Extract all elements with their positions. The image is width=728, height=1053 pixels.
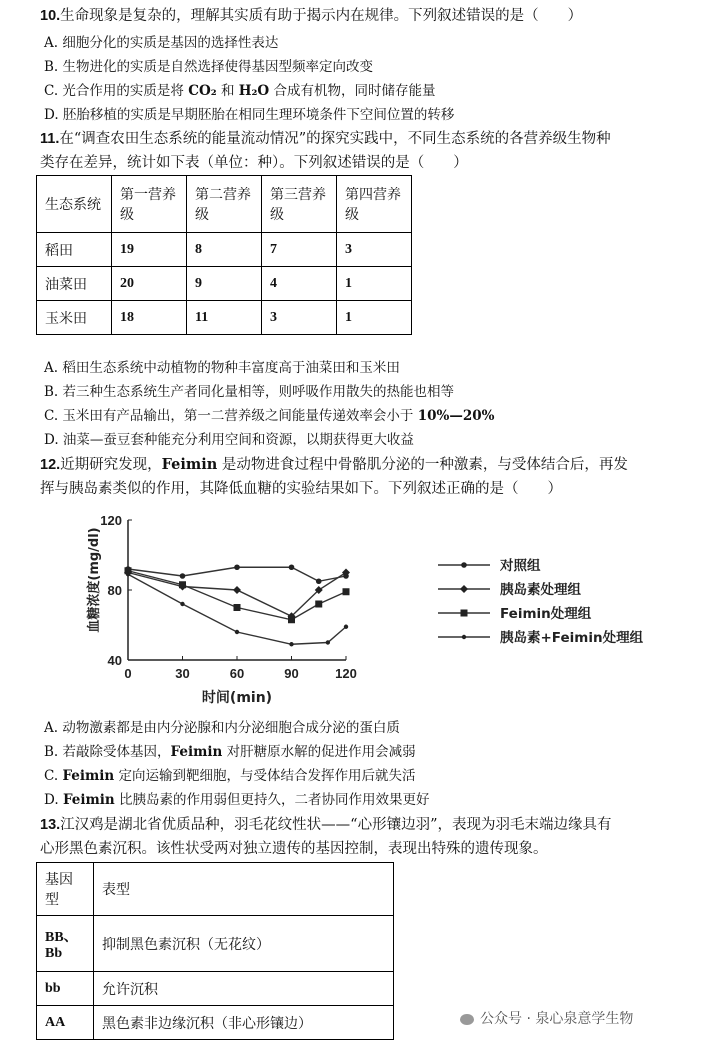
q11-species-table	[36, 175, 412, 335]
cell: 4	[262, 267, 337, 301]
x-tick-label: 0	[124, 666, 132, 681]
wechat-icon	[460, 1014, 474, 1025]
genotype-cell: BB、Bb	[37, 916, 94, 972]
y-tick-label: 120	[100, 513, 122, 528]
q11-option-d: D. 油菜—蚕豆套种能充分利用空间和资源，以期获得更大收益	[44, 432, 414, 448]
legend-label: Feimin处理组	[500, 606, 592, 622]
x-tick-label: 120	[335, 666, 357, 681]
data-point	[234, 604, 241, 611]
header-cell: 第三营养级	[262, 176, 337, 233]
q12-option-d: D. Feimin 比胰岛素的作用弱但更持久，二者协同作用效果更好	[44, 792, 430, 808]
data-point	[180, 573, 186, 579]
data-point	[289, 642, 293, 646]
cell: 11	[187, 301, 262, 335]
chart-series	[124, 564, 350, 646]
blood-glucose-chart	[60, 505, 670, 715]
row-label: 油菜田	[37, 267, 112, 301]
legend-item	[438, 629, 644, 646]
header-cell: 第四营养级	[337, 176, 412, 233]
table-header-row	[37, 176, 412, 233]
data-point	[315, 601, 322, 608]
header-cell: 生态系统	[37, 176, 112, 233]
cell: 1	[337, 267, 412, 301]
y-tick-label: 80	[107, 583, 122, 598]
header-cell: 第二营养级	[187, 176, 262, 233]
table-header-row	[37, 863, 394, 916]
data-point	[462, 635, 466, 639]
header-cell: 基因型	[37, 863, 94, 916]
q10-option-b: B. 生物进化的实质是自然选择使得基因型频率定向改变	[44, 59, 374, 75]
x-tick-label: 60	[229, 666, 245, 681]
data-point	[180, 602, 184, 606]
genotype-cell: bb	[37, 972, 94, 1006]
data-point	[235, 630, 239, 634]
data-point	[316, 578, 322, 584]
q10-option-d: D. 胚胎移植的实质是早期胚胎在相同生理环境条件下空间位置的转移	[44, 107, 455, 123]
phenotype-cell: 黑色素非边缘沉积（非心形镶边）	[94, 1006, 394, 1040]
q11-option-a: A. 稻田生态系统中动植物的物种丰富度高于油菜田和玉米田	[44, 360, 400, 376]
data-point	[461, 562, 467, 568]
cell: 9	[187, 267, 262, 301]
cell: 1	[337, 301, 412, 335]
data-point	[288, 616, 295, 623]
data-point	[326, 640, 330, 644]
y-axis-label: 血糖浓度(mg/dl)	[87, 527, 102, 633]
series-2	[124, 569, 350, 621]
chart-legend	[438, 557, 644, 646]
cell: 19	[112, 233, 187, 267]
legend-label: 胰岛素+Feimin处理组	[500, 630, 644, 646]
data-point	[344, 625, 348, 629]
data-point	[289, 564, 295, 570]
phenotype-cell: 抑制黑色素沉积（无花纹）	[94, 916, 394, 972]
x-axis-label: 时间(min)	[201, 690, 273, 706]
y-tick-label: 40	[107, 653, 122, 668]
table-row	[37, 301, 412, 335]
q12-option-a: A. 动物激素都是由内分泌腺和内分泌细胞合成分泌的蛋白质	[44, 720, 400, 736]
table-row	[37, 267, 412, 301]
data-point	[179, 581, 186, 588]
q12-stem: 12.近期研究发现，Feimin 是动物进食过程中骨骼肌分泌的一种激素，与受体结合后，再发 挥与胰岛素类似的作用，其降低血糖的实验结果如下。下列叙述正确的是（ ）	[40, 456, 628, 497]
table-row	[37, 916, 394, 972]
cell: 3	[262, 301, 337, 335]
header-cell: 第一营养级	[112, 176, 187, 233]
legend-label: 对照组	[500, 558, 541, 574]
table-row	[37, 972, 394, 1006]
cell: 20	[112, 267, 187, 301]
data-point	[233, 586, 241, 594]
legend-item	[438, 605, 592, 622]
cell: 18	[112, 301, 187, 335]
data-point	[234, 564, 240, 570]
table-row	[37, 233, 412, 267]
x-tick-label: 90	[284, 666, 299, 681]
watermark: 公众号 · 泉心泉意学生物	[460, 1008, 633, 1028]
row-label: 稻田	[37, 233, 112, 267]
data-point	[342, 569, 350, 577]
q10-stem: 10.生命现象是复杂的，理解其实质有助于揭示内在规律。下列叙述错误的是（ ）	[40, 8, 583, 24]
cell: 7	[262, 233, 337, 267]
cell: 3	[337, 233, 412, 267]
series-3	[125, 567, 350, 623]
q11-stem: 11.在“调查农田生态系统的能量流动情况”的探究实践中，不同生态系统的各营养级生物种 类存在差异，统计如下表（单位：种）。下列叙述错误的是（ ）	[40, 131, 611, 171]
data-point	[461, 610, 468, 617]
phenotype-cell: 允许沉积	[94, 972, 394, 1006]
x-tick-label: 30	[175, 666, 190, 681]
q13-stem: 13.江汉鸡是湖北省优质品种，羽毛花纹性状——“心形镶边羽”，表现为羽毛末端边缘具有 心形黑色素沉积。该性状受两对独立遗传的基因控制，表现出特殊的遗传现象。	[40, 817, 612, 857]
data-point	[126, 572, 130, 576]
row-label: 玉米田	[37, 301, 112, 335]
genotype-cell: AA	[37, 1006, 94, 1040]
cell: 8	[187, 233, 262, 267]
legend-label: 胰岛素处理组	[500, 582, 581, 598]
q10-option-a: A. 细胞分化的实质是基因的选择性表达	[44, 35, 279, 51]
q12-option-c: C. Feimin 定向运输到靶细胞，与受体结合发挥作用后就失活	[44, 768, 416, 784]
table-row	[37, 1006, 394, 1040]
chart-axes	[86, 513, 357, 706]
q11-option-c: C. 玉米田有产品输出，第一二营养级之间能量传递效率会小于 10%—20%	[44, 408, 495, 424]
legend-item	[438, 557, 541, 574]
q12-option-b: B. 若敲除受体基因，Feimin 对肝糖原水解的促进作用会减弱	[44, 744, 416, 760]
q13-genotype-table	[36, 862, 394, 1040]
q10-option-c: C. 光合作用的实质是将 CO₂ 和 H₂O 合成有机物，同时储存能量	[44, 83, 436, 99]
header-cell: 表型	[94, 863, 394, 916]
data-point	[460, 585, 468, 593]
q11-option-b: B. 若三种生态系统生产者同化量相等，则呼吸作用散失的热能也相等	[44, 384, 455, 400]
legend-item	[438, 581, 581, 598]
data-point	[343, 588, 350, 595]
